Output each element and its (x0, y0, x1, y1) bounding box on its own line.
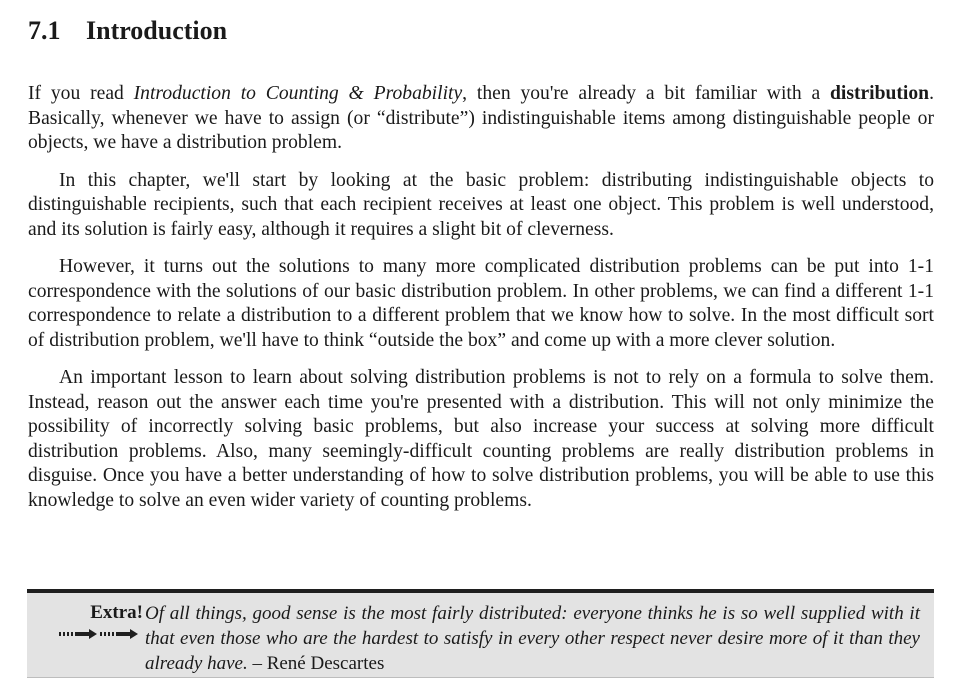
extra-box (27, 589, 934, 678)
extra-sidebar (53, 601, 143, 639)
quote-text: Of all things, good sense is the most fairly distributed: everyone thinks he is so well supplied with it that even those who are the hardest to satisfy in every other respect never desire more of it than they already have. (145, 603, 920, 674)
p1-text-middle: , then you're already a bit familiar with a (462, 83, 830, 104)
term-distribution: distribution (829, 83, 930, 104)
extra-label: Extra! (90, 602, 143, 623)
paragraph-3: However, it turns out the solutions to many more complicated distribution problems can be put into 1-1 correspondence with the solutions of our basic distribution problem. In other problems, we can find a different 1-1 correspondence to relate a distribution to a different problem that we know how to solve. In the most difficult sort of distribution problem, we'll have to think “outside the box” and come up with a more clever solution. (28, 256, 934, 351)
paragraph-4: An important lesson to learn about solving distribution problems is not to rely on a formula to solve them. Instead, reason out the answer each time you're presented with a distribution. This will not only minimize the possibility of incorrectly solving basic problems, but also increase your success at solving more difficult distribution problems. Also, many seemingly-difficult counting problems are really distribution problems in disguise. Once you have a better understanding of how to solve distribution problems, you will be able to use this knowledge to solve an even wider variety of counting problems. (28, 367, 934, 511)
p1-text-start: If you read (28, 83, 134, 104)
quote-attribution: – René Descartes (247, 653, 385, 674)
paragraph-2: In this chapter, we'll start by looking at the basic problem: distributing indistinguishable objects to distinguishable recipients, such that each recipient receives at least one object. This problem is well understood, and its solution is fairly easy, although it requires a slight bit of cleverness. (28, 169, 934, 240)
section-heading (28, 14, 227, 48)
paragraph-1 (28, 82, 934, 156)
body-text (28, 82, 934, 526)
section-title: Introduction (86, 16, 228, 45)
extra-quote (145, 601, 920, 676)
p1-text-end: . Basically, whenever we have to assign (or “distribute”) indistinguishable items among distinguishable people or objects, we have a distribution problem. (28, 83, 934, 153)
double-arrow-icon (53, 629, 143, 639)
section-number: 7.1 (28, 16, 61, 45)
book-title: Introduction to Counting & Probability (133, 83, 463, 104)
